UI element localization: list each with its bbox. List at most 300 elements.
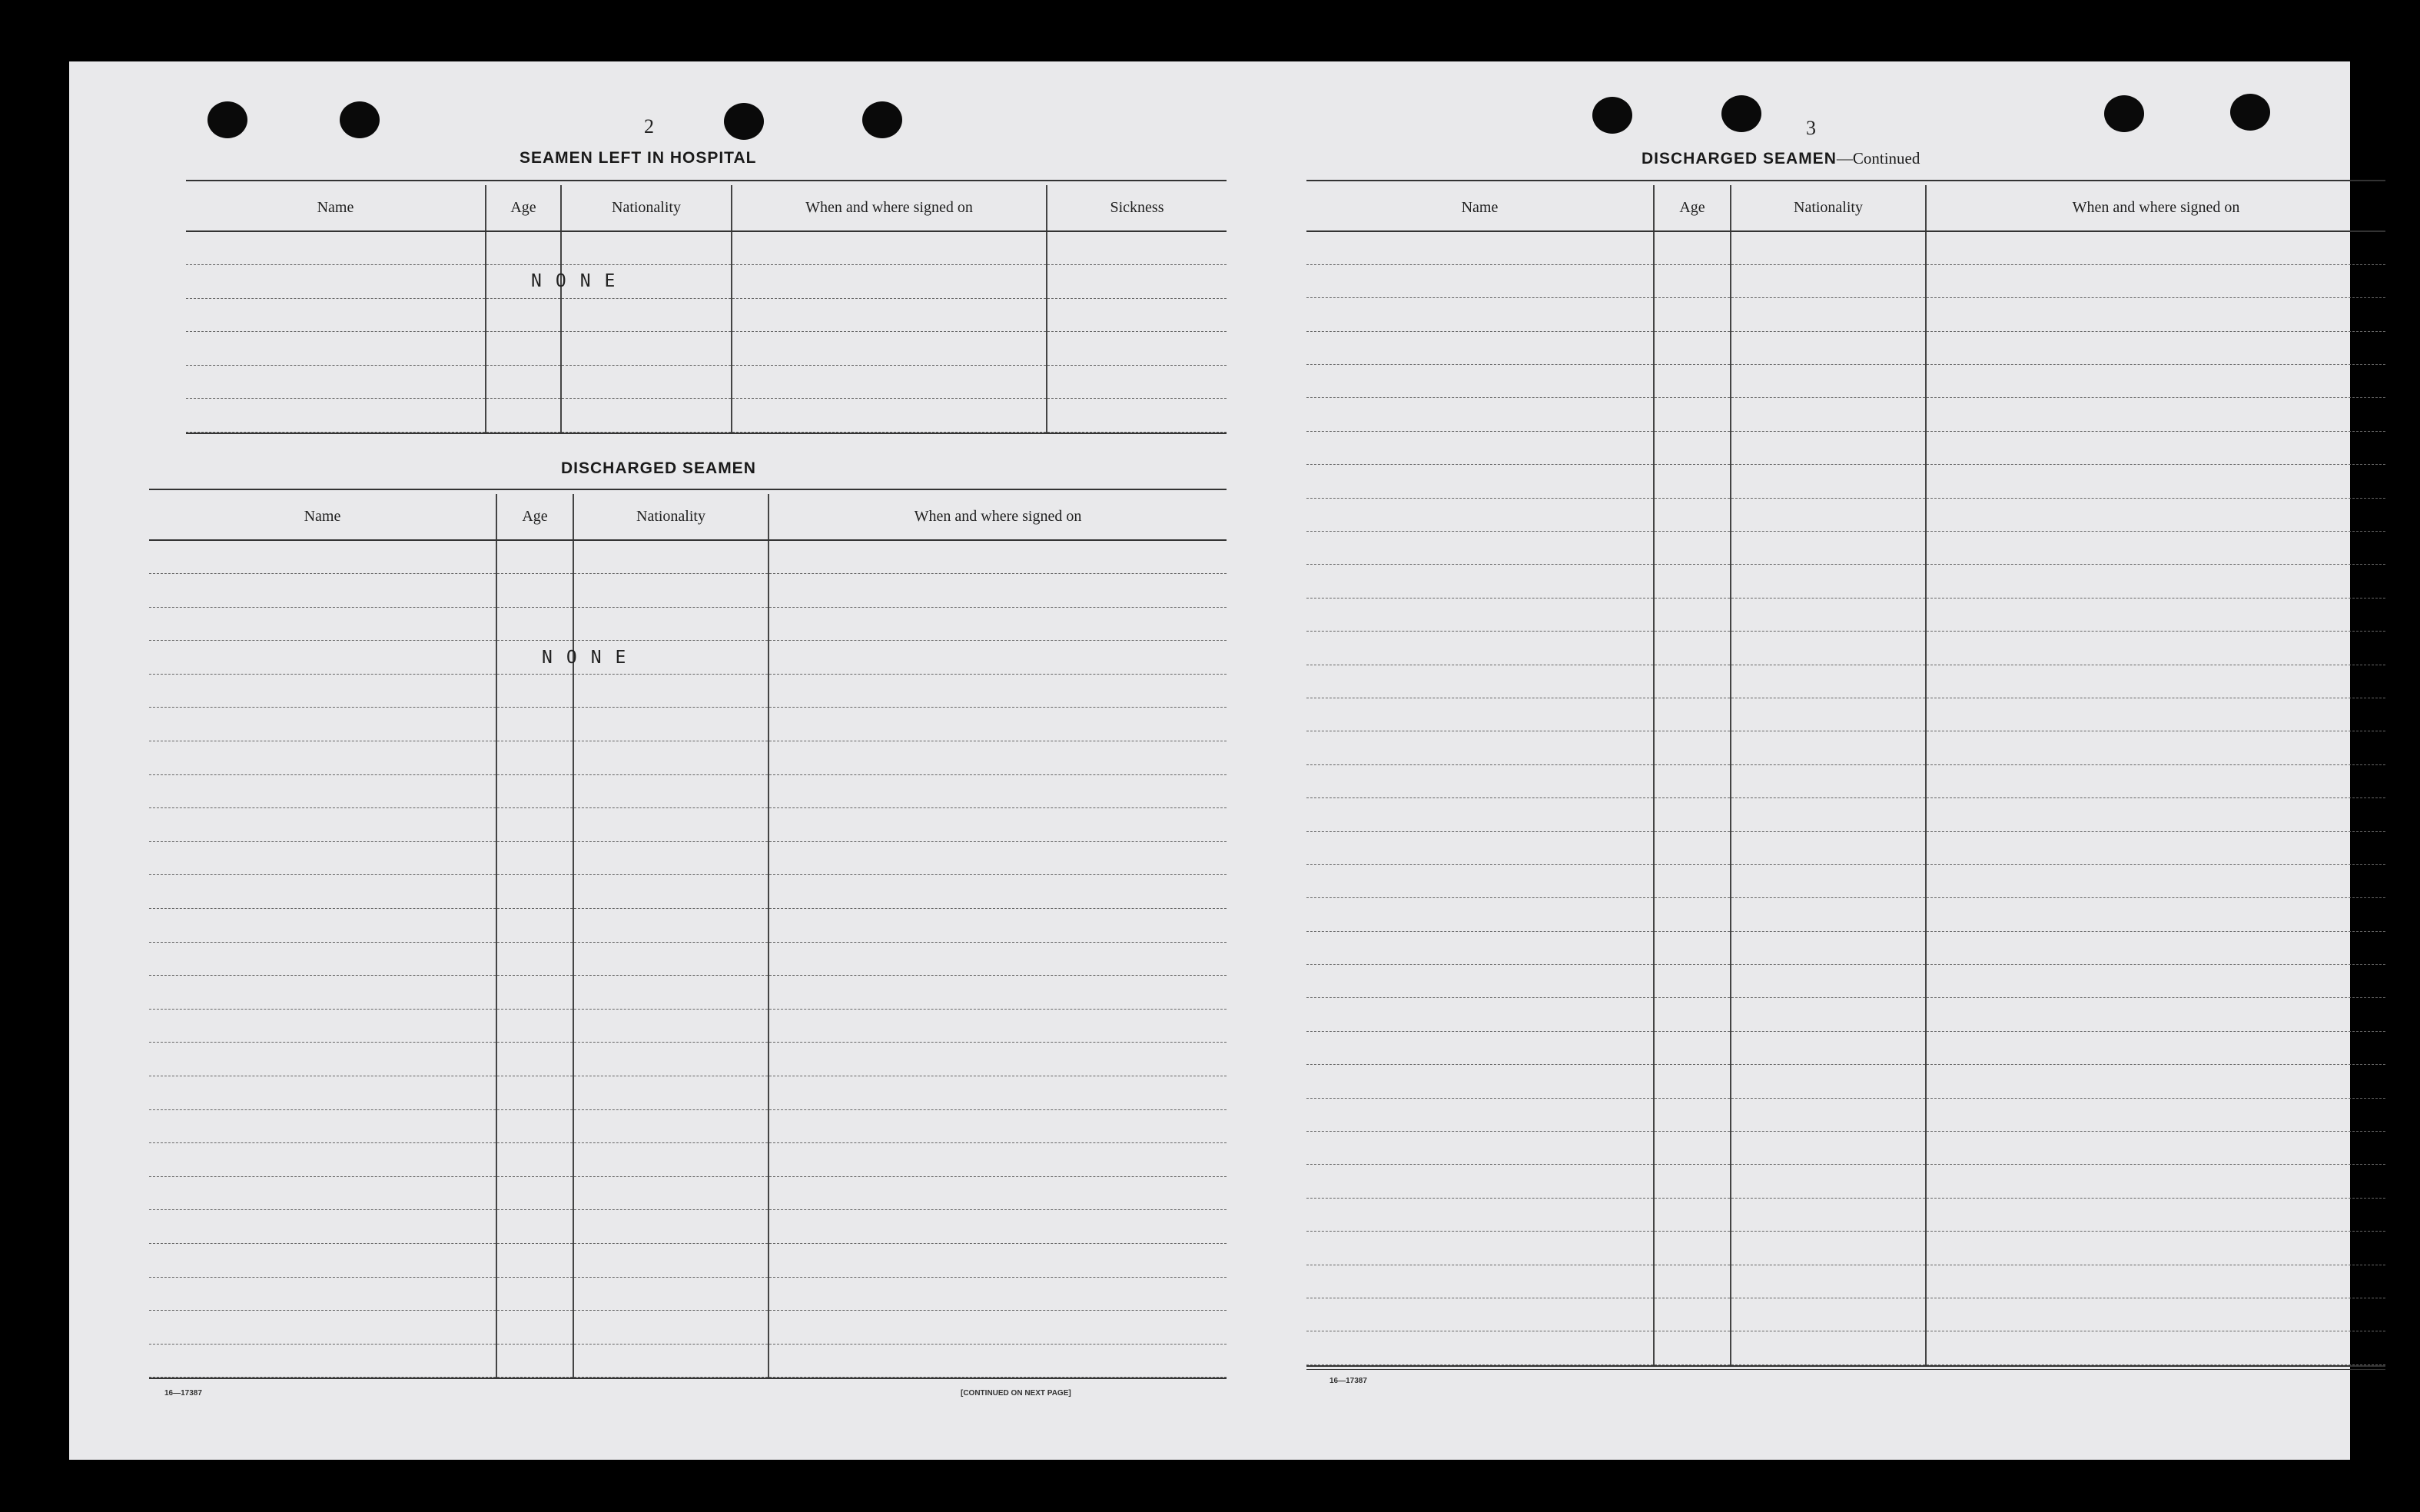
table-cell [1654, 498, 1731, 531]
table-cell [1306, 298, 1654, 331]
table-cell [1654, 1298, 1731, 1331]
table-cell [1926, 264, 2385, 297]
table-row [1306, 532, 2385, 565]
table-row [1306, 798, 2385, 831]
table-cell [1654, 532, 1731, 565]
continued-note: [CONTINUED ON NEXT PAGE] [961, 1389, 1071, 1398]
table-cell [1306, 498, 1654, 531]
table-top-rule [186, 180, 1227, 181]
table-cell [1306, 1331, 1654, 1364]
punch-hole [724, 103, 764, 140]
table-cell [768, 1311, 1227, 1345]
table-cell [186, 231, 486, 265]
table-cell [1926, 231, 2385, 264]
table-cell [1654, 331, 1731, 364]
table-row [149, 1043, 1227, 1076]
table-cell [496, 1009, 573, 1043]
table-cell [1306, 398, 1654, 431]
table-cell [1654, 998, 1731, 1031]
page-number-left: 2 [644, 115, 654, 138]
table-cell [1654, 632, 1731, 665]
table-row [1306, 931, 2385, 964]
table-cell [149, 1109, 496, 1143]
table-row [186, 332, 1227, 366]
table-cell [1654, 398, 1731, 431]
table-cell [186, 399, 486, 433]
table-cell [1654, 1232, 1731, 1265]
table-cell [496, 774, 573, 808]
table-cell [1306, 331, 1654, 364]
table-cell [1731, 1331, 1926, 1364]
column-header-sickness: Sickness [1047, 185, 1227, 231]
table-cell [1654, 931, 1731, 964]
table-cell [496, 1143, 573, 1177]
table-cell [496, 607, 573, 641]
table-cell [1654, 1165, 1731, 1198]
table-cell [1926, 998, 2385, 1031]
table-cell [1654, 431, 1731, 464]
table-cell [149, 1210, 496, 1244]
table-top-rule [1306, 180, 2385, 181]
table-cell [1731, 665, 1926, 698]
table-row [149, 1311, 1227, 1345]
table-cell [732, 332, 1047, 366]
table-cell [1654, 665, 1731, 698]
hospital-table [186, 180, 1227, 434]
table-cell [496, 1176, 573, 1210]
table-cell [1306, 1098, 1654, 1131]
table-cell [1654, 798, 1731, 831]
table-cell [149, 540, 496, 574]
table-cell [1306, 898, 1654, 931]
table-cell [573, 976, 768, 1010]
table-cell [732, 298, 1047, 332]
table-cell [186, 298, 486, 332]
table-cell [186, 332, 486, 366]
table-row [149, 875, 1227, 909]
table-cell [1926, 1165, 2385, 1198]
table-cell [496, 574, 573, 608]
table-cell [1306, 1265, 1654, 1298]
table-row [1306, 1098, 2385, 1131]
table-cell [1306, 565, 1654, 598]
table-cell [149, 1009, 496, 1043]
table-row [149, 808, 1227, 842]
table-cell [1047, 332, 1227, 366]
table-cell [1926, 665, 2385, 698]
table-cell [1926, 565, 2385, 598]
table-row [149, 1277, 1227, 1311]
table-row [149, 1076, 1227, 1110]
table-cell [149, 641, 496, 675]
table-cell [149, 774, 496, 808]
table-bottom-rule [149, 1378, 1227, 1379]
table-cell [732, 231, 1047, 265]
table-row [149, 674, 1227, 708]
column-header-signed-on: When and where signed on [1926, 185, 2385, 231]
table-cell [1926, 1298, 2385, 1331]
column-header-name: Name [186, 185, 486, 231]
table-cell [1306, 665, 1654, 698]
table-row [186, 265, 1227, 299]
table-cell [1926, 831, 2385, 864]
table-row [149, 1243, 1227, 1277]
table-cell [1306, 632, 1654, 665]
table-cell [561, 365, 732, 399]
table-cell [149, 741, 496, 775]
table-cell [1926, 1065, 2385, 1098]
table-row [1306, 431, 2385, 464]
table-cell [1306, 1298, 1654, 1331]
table-row [1306, 1331, 2385, 1364]
table-cell [1731, 598, 1926, 631]
title-main: DISCHARGED SEAMEN [1642, 150, 1837, 167]
table-cell [573, 1176, 768, 1210]
table-cell [1926, 331, 2385, 364]
table-row [149, 1109, 1227, 1143]
table-cell [768, 1043, 1227, 1076]
table-cell [1306, 698, 1654, 731]
table-row [1306, 1265, 2385, 1298]
table-cell [496, 540, 573, 574]
table-cell [768, 574, 1227, 608]
table-cell [1654, 231, 1731, 264]
table-cell [1926, 1265, 2385, 1298]
table-cell [496, 1311, 573, 1345]
table-row [1306, 365, 2385, 398]
none-entry: NONE [542, 647, 640, 668]
table-cell [1654, 1031, 1731, 1064]
table-cell [573, 1311, 768, 1345]
table-row [1306, 231, 2385, 264]
table-cell [1731, 398, 1926, 431]
table-cell [1306, 998, 1654, 1031]
table-cell [1731, 1265, 1926, 1298]
table-cell [1654, 698, 1731, 731]
table-cell [496, 1043, 573, 1076]
table-cell [573, 1143, 768, 1177]
table-cell [496, 741, 573, 775]
table-cell [1731, 365, 1926, 398]
table-cell [149, 808, 496, 842]
table-row [1306, 898, 2385, 931]
table-cell [1926, 498, 2385, 531]
table-row [149, 708, 1227, 741]
table-cell [496, 674, 573, 708]
table-cell [573, 942, 768, 976]
table-cell [1731, 1065, 1926, 1098]
table-cell [1306, 965, 1654, 998]
table-cell [496, 708, 573, 741]
table-cell [573, 1344, 768, 1378]
table-cell [1306, 1132, 1654, 1165]
table-row [149, 976, 1227, 1010]
table-cell [1926, 532, 2385, 565]
table-cell [1731, 565, 1926, 598]
table-cell [573, 1009, 768, 1043]
column-header-age: Age [486, 185, 561, 231]
table-cell [1654, 565, 1731, 598]
table-cell [573, 1210, 768, 1244]
table-row [149, 774, 1227, 808]
table-cell [768, 1176, 1227, 1210]
title-continued: —Continued [1836, 149, 1920, 167]
table-cell [1306, 365, 1654, 398]
table-cell [1731, 931, 1926, 964]
table-cell [1654, 298, 1731, 331]
table-cell [1731, 331, 1926, 364]
form-number-left: 16—17387 [164, 1389, 202, 1398]
table-cell [149, 1344, 496, 1378]
table-cell [573, 774, 768, 808]
table-cell [1731, 864, 1926, 897]
table-cell [573, 808, 768, 842]
table-cell [1306, 931, 1654, 964]
table-cell [768, 774, 1227, 808]
table-cell [573, 1277, 768, 1311]
table-cell [561, 231, 732, 265]
table-row [149, 1176, 1227, 1210]
column-header-nationality: Nationality [573, 494, 768, 540]
table-row [149, 841, 1227, 875]
table-cell [768, 641, 1227, 675]
column-header-name: Name [1306, 185, 1654, 231]
table-cell [573, 741, 768, 775]
table-row [149, 540, 1227, 574]
table-cell [1926, 965, 2385, 998]
table-cell [732, 399, 1047, 433]
table-cell [1306, 264, 1654, 297]
punch-hole [2230, 94, 2270, 131]
table-cell [149, 1277, 496, 1311]
table-row [1306, 731, 2385, 764]
table-cell [1731, 698, 1926, 731]
punch-hole [2104, 95, 2144, 132]
table-row [149, 607, 1227, 641]
table-cell [1926, 931, 2385, 964]
table-cell [1926, 1031, 2385, 1064]
punch-hole [1721, 95, 1761, 132]
table-cell [768, 976, 1227, 1010]
table-cell [768, 741, 1227, 775]
table-row [186, 365, 1227, 399]
table-cell [768, 1009, 1227, 1043]
table-cell [768, 674, 1227, 708]
punch-hole [340, 101, 380, 138]
table-row [1306, 298, 2385, 331]
table-row [1306, 465, 2385, 498]
table-cell [1926, 1232, 2385, 1265]
table-cell [1654, 264, 1731, 297]
table-cell [149, 1143, 496, 1177]
table-row [149, 1344, 1227, 1378]
table-cell [1731, 831, 1926, 864]
table-cell [1926, 365, 2385, 398]
table-cell [1731, 231, 1926, 264]
table-row [1306, 998, 2385, 1031]
none-entry: NONE [531, 271, 629, 292]
table-cell [149, 976, 496, 1010]
table-cell [1654, 365, 1731, 398]
table-cell [1654, 1065, 1731, 1098]
table-cell [732, 365, 1047, 399]
table-row [1306, 598, 2385, 631]
table-cell [1306, 864, 1654, 897]
table-row [149, 942, 1227, 976]
record-sheet [69, 61, 2350, 1460]
table-cell [486, 365, 561, 399]
table-cell [768, 1076, 1227, 1110]
table-row [1306, 764, 2385, 797]
table-row [1306, 1232, 2385, 1265]
table-cell [573, 607, 768, 641]
table-row [186, 399, 1227, 433]
table-cell [768, 1143, 1227, 1177]
table-row [1306, 498, 2385, 531]
table-row [1306, 831, 2385, 864]
table-cell [1047, 365, 1227, 399]
table-cell [486, 265, 629, 299]
table-row [149, 1143, 1227, 1177]
table-cell [573, 674, 768, 708]
table-row [1306, 1132, 2385, 1165]
table-cell [1731, 1132, 1926, 1165]
table-row [1306, 632, 2385, 665]
table-row [149, 741, 1227, 775]
table-cell [1926, 1098, 2385, 1131]
table-cell [1654, 1132, 1731, 1165]
table-cell [1731, 264, 1926, 297]
table-cell [1926, 598, 2385, 631]
table-cell [496, 909, 573, 943]
table-cell [1306, 1065, 1654, 1098]
column-header-signed-on: When and where signed on [732, 185, 1047, 231]
punch-hole [862, 101, 902, 138]
table-cell [1654, 864, 1731, 897]
punch-hole [1592, 97, 1632, 134]
table-cell [561, 332, 732, 366]
table-cell [1654, 465, 1731, 498]
table-row [1306, 1198, 2385, 1231]
table-row [1306, 965, 2385, 998]
table-cell [1731, 632, 1926, 665]
table-cell [496, 1277, 573, 1311]
table-cell [1306, 1232, 1654, 1265]
table-row [1306, 864, 2385, 897]
table-cell [1306, 831, 1654, 864]
table-cell [1731, 998, 1926, 1031]
table-row [1306, 565, 2385, 598]
table-cell [1731, 1232, 1926, 1265]
table-row [1306, 264, 2385, 297]
table-row [149, 641, 1227, 675]
table-cell [149, 841, 496, 875]
table-cell [768, 607, 1227, 641]
table-cell [1926, 398, 2385, 431]
table-cell [1926, 898, 2385, 931]
discharged-table [149, 489, 1227, 1379]
table-cell [1306, 764, 1654, 797]
discharged-continued-title [1642, 149, 1920, 168]
table-row [1306, 1031, 2385, 1064]
table-row [149, 909, 1227, 943]
table-row [1306, 1165, 2385, 1198]
table-cell [186, 365, 486, 399]
table-cell [496, 1243, 573, 1277]
table-cell [149, 1176, 496, 1210]
discharged-continued-table [1306, 180, 2385, 1370]
table-cell [1731, 465, 1926, 498]
table-cell [1926, 1331, 2385, 1364]
table-cell [1306, 798, 1654, 831]
table-cell [1731, 1165, 1926, 1198]
table-cell [561, 298, 732, 332]
table-cell [1306, 532, 1654, 565]
table-cell [1047, 265, 1227, 299]
table-cell [768, 875, 1227, 909]
table-cell [1731, 764, 1926, 797]
table-cell [1926, 632, 2385, 665]
table-cell [496, 976, 573, 1010]
table-cell [1306, 231, 1654, 264]
table-cell [1731, 1298, 1926, 1331]
table-cell [1047, 399, 1227, 433]
table-cell [486, 298, 561, 332]
table-cell [573, 1243, 768, 1277]
table-cell [1926, 465, 2385, 498]
table-cell [496, 1210, 573, 1244]
table-cell [496, 1076, 573, 1110]
table-cell [1306, 465, 1654, 498]
table-cell [768, 1210, 1227, 1244]
table-cell [1731, 431, 1926, 464]
table-cell [1926, 698, 2385, 731]
table-bottom-rule [186, 433, 1227, 434]
table-cell [1654, 1198, 1731, 1231]
table-cell [149, 1043, 496, 1076]
discharged-section-title: DISCHARGED SEAMEN [561, 459, 756, 477]
table-cell [1926, 431, 2385, 464]
table-cell [486, 399, 561, 433]
table-cell [1654, 965, 1731, 998]
table-cell [1731, 798, 1926, 831]
table-cell [1926, 1198, 2385, 1231]
table-cell [149, 875, 496, 909]
form-number-right: 16—17387 [1330, 1377, 1367, 1385]
table-cell [486, 332, 561, 366]
table-cell [768, 808, 1227, 842]
table-cell [1731, 1098, 1926, 1131]
table-cell [496, 641, 640, 675]
page-number-right: 3 [1806, 117, 1816, 139]
table-cell [149, 674, 496, 708]
table-cell [768, 841, 1227, 875]
table-row [1306, 331, 2385, 364]
table-cell [1926, 1132, 2385, 1165]
table-cell [768, 1109, 1227, 1143]
column-header-name: Name [149, 494, 496, 540]
table-cell [1306, 1031, 1654, 1064]
table-cell [149, 607, 496, 641]
table-cell [1731, 898, 1926, 931]
table-row [149, 1009, 1227, 1043]
table-cell [1654, 764, 1731, 797]
column-header-nationality: Nationality [1731, 185, 1926, 231]
table-bottom-rule [1306, 1369, 2385, 1370]
table-row [1306, 1065, 2385, 1098]
table-cell [768, 708, 1227, 741]
table-cell [573, 540, 768, 574]
